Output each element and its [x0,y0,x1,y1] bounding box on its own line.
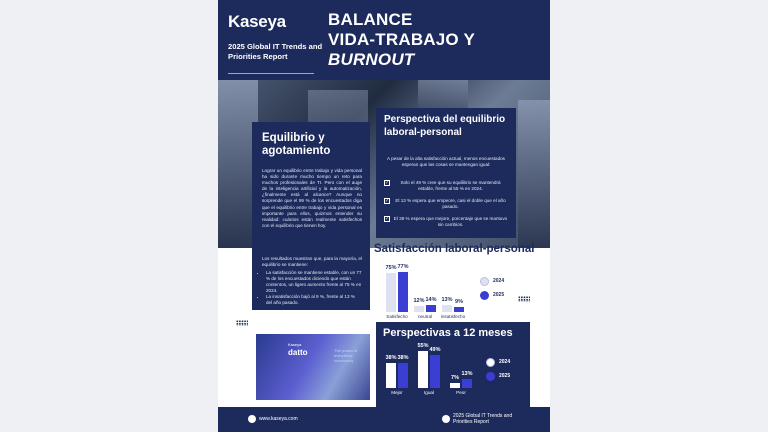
datto-logo: datto [288,348,308,357]
legend-dot-2025 [486,372,495,381]
legend-label: 2024 [499,359,511,365]
outlook-chart-title: Perspectivas a 12 meses [383,327,513,339]
perspectiva-intro: A pesar de la alta satisfacción actual, menos encuestados esperan que las cosas se mantengan igual: [387,156,505,167]
value-label: 38% [397,354,409,361]
report-icon [442,415,450,423]
legend-dot-2025 [480,291,489,300]
list-item: • La satisfacción se mantiene estable, con un 77 % de los encuestados diciendo que están contentos, un ligero aumento frente al 75 % en 2024. [266,270,362,294]
check-text: El 13 % espera que empeore, casi el doble que el año pasado. [395,198,506,209]
bar-2024 [418,351,428,388]
perspectiva-box [376,108,516,238]
check-item [384,198,508,210]
bar-2024 [386,273,396,312]
bar-2024 [414,306,424,312]
equilibrio-box [252,122,370,310]
decorative-dots [236,320,248,326]
datto-event-photo [256,334,370,400]
legend-dot-2024 [486,358,495,367]
equilibrio-heading: Equilibrio y agotamiento [262,132,331,157]
bar-2025 [398,363,408,388]
checkbox-icon: ✓ [385,216,390,222]
report-subtitle: 2025 Global IT Trends and Priorities Report [228,42,323,61]
bar-2025 [430,355,440,388]
bar-2024 [442,305,452,312]
value-label: 13% [441,297,453,304]
value-label: 9% [455,299,463,306]
list-item: • La insatisfacción bajó al 9 %, frente al 13 % del año pasado. [266,294,362,306]
value-label: 49% [429,347,441,354]
page-title [328,10,475,70]
check-item [384,216,508,228]
equilibrio-paragraph-1: Lograr un equilibrio entre trabajo y vida personal ha sido durante mucho tiempo un reto para muchos profesionales de TI. Pero con el auge de la inteligencia artificial y la automatización, ¿finalmente está al alcance? Aunque no sorprende que el 99 % de los encuestados diga que el equilibrio entre trabajo y vida personal es importante para ellos, quizmos entender su realidad: cuántos están realmente satisfechos con el equilibrio que tienen hoy. [262,168,362,228]
report-page [218,0,550,432]
category-label: neutral [417,314,433,319]
legend-label: 2025 [499,373,511,379]
title-line-2: VIDA-TRABAJO Y [328,30,476,49]
tower-shape [518,100,550,248]
equilibrio-paragraph-2: Los resultados muestran que, para la mayoría, el equilibrio se mantiene: [262,256,362,268]
bar-2025 [398,272,408,312]
legend-label: 2025 [493,292,505,298]
footer-website[interactable]: www.kaseya.com [259,416,298,422]
footer-report: 2025 Global IT Trends and Priorities Report [453,413,513,425]
photo-kaseya-text: Kaseya [288,342,302,347]
checkbox-icon: ✓ [385,198,390,204]
perspectiva-heading: Perspectiva del equilibrio laboral-personal [384,114,506,138]
checkbox-icon: ✓ [385,180,390,186]
value-label: 13% [461,371,473,378]
value-label: 14% [425,296,437,303]
value-label: 77% [397,263,409,270]
bar-2024 [386,363,396,388]
category-label: Satisfecho [386,314,408,319]
legend-dot-2024 [480,277,489,286]
check-text: El 38 % espera que mejore, porcentaje que se mantuvo sin cambios. [393,216,508,227]
decorative-dots [518,296,530,302]
category-label: Mejor [391,390,403,395]
bar-2025 [462,379,472,388]
footer [218,407,550,432]
satisfaction-chart-title: Satisfacción laboral-personal [374,243,535,255]
title-line-1: BALANCE [328,10,413,29]
globe-icon [248,415,256,423]
category-label: Peor [456,390,466,395]
results-list [266,270,362,307]
header [218,0,550,80]
legend-label: 2024 [493,278,505,284]
value-label: 75% [385,264,397,271]
value-label: 38% [385,354,397,361]
divider [228,73,314,74]
photo-caption: The power of everything community [334,348,358,363]
category-label: insatisfecho [440,314,466,319]
check-item [384,180,508,192]
bar-2024 [450,383,460,388]
bar-2025 [426,305,436,312]
value-label: 12% [413,297,425,304]
bar-2025 [454,307,464,312]
title-line-3: BURNOUT [328,50,415,69]
value-label: 7% [451,375,459,382]
kaseya-logo: Kaseya [228,12,286,31]
value-label: 55% [417,343,429,350]
check-text: Solo el 49 % cree que su equilibrio se mantendrá estable, frente al 55 % en 2024. [400,180,501,191]
category-label: Igual [424,390,434,395]
